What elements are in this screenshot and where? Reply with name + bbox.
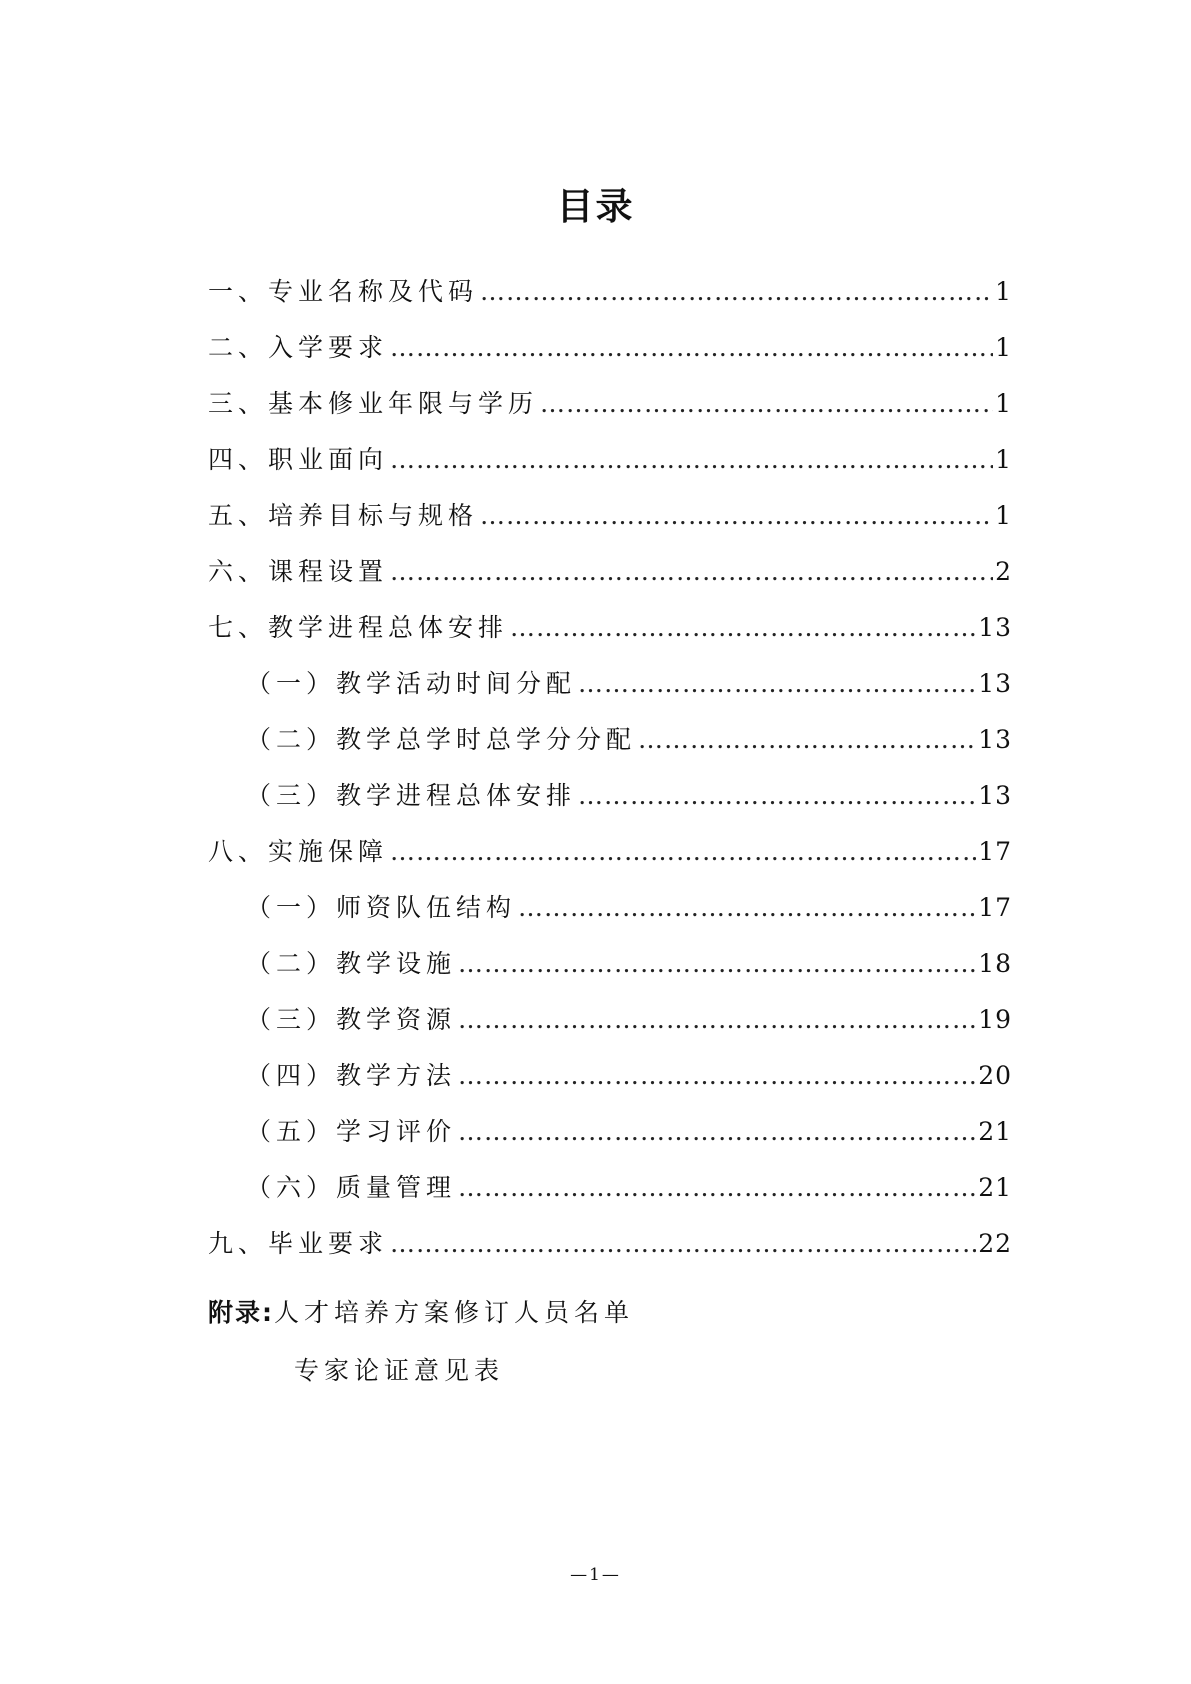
page-footer-number: —1— [570,1565,621,1585]
page-title: 目录 [556,185,635,228]
toc-entry-page: 21 [978,1117,1012,1146]
appendix-item: 人才培养方案修订人员名单 [274,1298,635,1327]
toc-entry-page: 1 [995,333,1012,362]
toc-dot-leader [390,557,993,587]
toc-entry-label: （六）质量管理 [246,1173,457,1202]
appendix-line-1 [208,1298,634,1328]
toc-dot-leader [390,837,976,867]
toc-entry-page: 13 [978,669,1012,698]
toc-entry-label: 七、教学进程总体安排 [208,613,509,642]
toc-entry-label: （三）教学资源 [246,1005,457,1034]
toc-entry[interactable] [208,669,1012,725]
toc-entry[interactable] [208,557,1012,613]
toc-entry-label: 六、课程设置 [208,557,389,586]
toc-dot-leader [578,781,976,811]
toc-entry-label: （二）教学设施 [246,949,457,978]
toc-entry-page: 22 [978,1229,1012,1258]
toc-entry[interactable] [208,389,1012,445]
toc-entry[interactable] [208,1061,1012,1117]
toc-dot-leader [578,669,976,699]
toc-entry[interactable] [208,613,1012,669]
toc-dot-leader [480,501,993,531]
toc-dot-leader [518,893,976,923]
toc-entry[interactable] [208,445,1012,501]
toc-entry[interactable] [208,725,1012,781]
toc-entry-page: 1 [995,277,1012,306]
appendix-item: 专家论证意见表 [294,1356,505,1385]
toc-entry-page: 13 [978,613,1012,642]
toc-entry-label: 四、职业面向 [208,445,389,474]
toc-dot-leader [458,1117,976,1147]
toc-entry[interactable] [208,949,1012,1005]
toc-dot-leader [510,613,976,643]
toc-dot-leader [458,1173,976,1203]
toc-entry[interactable] [208,501,1012,557]
toc-dot-leader [458,1061,976,1091]
toc-entry[interactable] [208,1229,1012,1285]
toc-entry-label: 三、基本修业年限与学历 [208,389,539,418]
toc-entry-page: 2 [995,557,1012,586]
toc-entry[interactable] [208,277,1012,333]
toc-dot-leader [458,949,976,979]
toc-dot-leader [458,1005,976,1035]
toc-entry-page: 20 [978,1061,1012,1090]
toc-entry-label: 八、实施保障 [208,837,389,866]
toc-entry-page: 18 [978,949,1012,978]
toc-entry-page: 19 [978,1005,1012,1034]
toc-entry-page: 21 [978,1173,1012,1202]
toc-entry[interactable] [208,781,1012,837]
toc-entry[interactable] [208,333,1012,389]
toc-entry-label: （一）教学活动时间分配 [246,669,577,698]
toc-entry-page: 1 [995,389,1012,418]
toc-entry-label: 一、专业名称及代码 [208,277,479,306]
appendix-line-2 [294,1356,504,1386]
toc-dot-leader [390,333,993,363]
toc-entry[interactable] [208,837,1012,893]
table-of-contents [208,277,1012,1285]
toc-entry-page: 13 [978,781,1012,810]
appendix-heading: 附录: [208,1298,274,1327]
toc-entry-label: 九、毕业要求 [208,1229,389,1258]
toc-dot-leader [390,1229,976,1259]
toc-entry-label: 二、入学要求 [208,333,389,362]
toc-entry-page: 13 [978,725,1012,754]
toc-entry-page: 1 [995,501,1012,530]
toc-dot-leader [638,725,976,755]
toc-entry-label: （五）学习评价 [246,1117,457,1146]
toc-entry[interactable] [208,1117,1012,1173]
toc-entry-label: （四）教学方法 [246,1061,457,1090]
toc-dot-leader [480,277,993,307]
toc-entry-label: 五、培养目标与规格 [208,501,479,530]
toc-dot-leader [390,445,993,475]
toc-entry-label: （二）教学总学时总学分分配 [246,725,637,754]
toc-entry[interactable] [208,1005,1012,1061]
toc-entry[interactable] [208,1173,1012,1229]
toc-entry-page: 17 [978,893,1012,922]
toc-entry-label: （一）师资队伍结构 [246,893,517,922]
toc-entry-page: 1 [995,445,1012,474]
toc-dot-leader [540,389,993,419]
toc-entry-label: （三）教学进程总体安排 [246,781,577,810]
toc-entry-page: 17 [978,837,1012,866]
toc-entry[interactable] [208,893,1012,949]
